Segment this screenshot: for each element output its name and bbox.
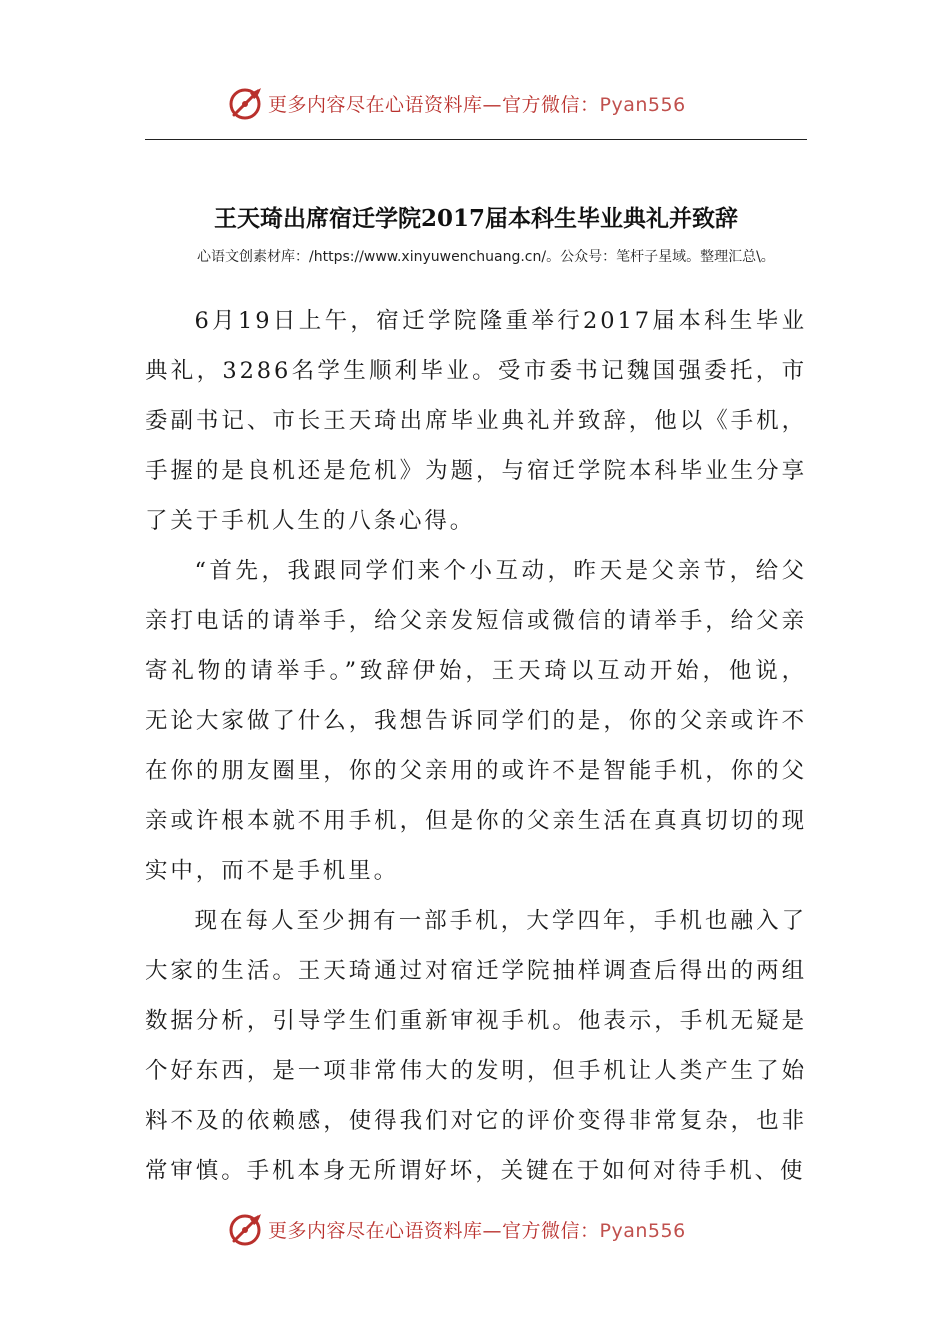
quill-logo-icon (228, 85, 264, 121)
header-banner (228, 83, 686, 123)
banner-text: 更多内容尽在心语资料库—官方微信：Pyan556 (268, 93, 686, 116)
header-rule (145, 139, 807, 140)
paragraph: 6月19日上午，宿迁学院隆重举行2017届本科生毕业典礼，3286名学生顺利毕业。受市委书记魏国强委托，市委副书记、市长王天琦出席毕业典礼并致辞，他以《手机，手握的是良机还是危机》为题，与宿迁学院本科毕业生分享了关于手机人生的八条心得。 (145, 308, 807, 534)
source-note: 心语文创素材库：/https://www.xinyuwenchuang.cn/。公众号：笔杆子星域。整理汇总\。 (197, 249, 775, 265)
footer-banner (228, 1209, 686, 1249)
quill-logo-icon (228, 1211, 264, 1247)
wechat-id: Pyan556 (599, 93, 686, 116)
paragraph: 现在每人至少拥有一部手机，大学四年，手机也融入了大家的生活。王天琦通过对宿迁学院抽样调查后得出的两组数据分析，引导学生们重新审视手机。他表示，手机无疑是个好东西，是一项非常伟大的发明，但手机让人类产生了始料不及的依赖感，使得我们对它的评价变得非常复杂，也非常审慎。手机本身无所谓好坏，关键在于如何对待手机、使 (145, 908, 807, 1184)
wechat-id: Pyan556 (599, 1219, 686, 1242)
document-title: 王天琦出席宿迁学院2017届本科生毕业典礼并致辞 (213, 205, 738, 232)
paragraph: “首先，我跟同学们来个小互动，昨天是父亲节，给父亲打电话的请举手，给父亲发短信或微信的请举手，给父亲寄礼物的请举手。”致辞伊始，王天琦以互动开始，他说，无论大家做了什么，我想告诉同学们的是，你的父亲或许不在你的朋友圈里，你的父亲用的或许不是智能手机，你的父亲或许根本就不用手机，但是你的父亲生活在真真切切的现实中，而不是手机里。 (145, 558, 807, 884)
document-body (145, 296, 807, 1196)
banner-text: 更多内容尽在心语资料库—官方微信：Pyan556 (268, 1219, 686, 1242)
